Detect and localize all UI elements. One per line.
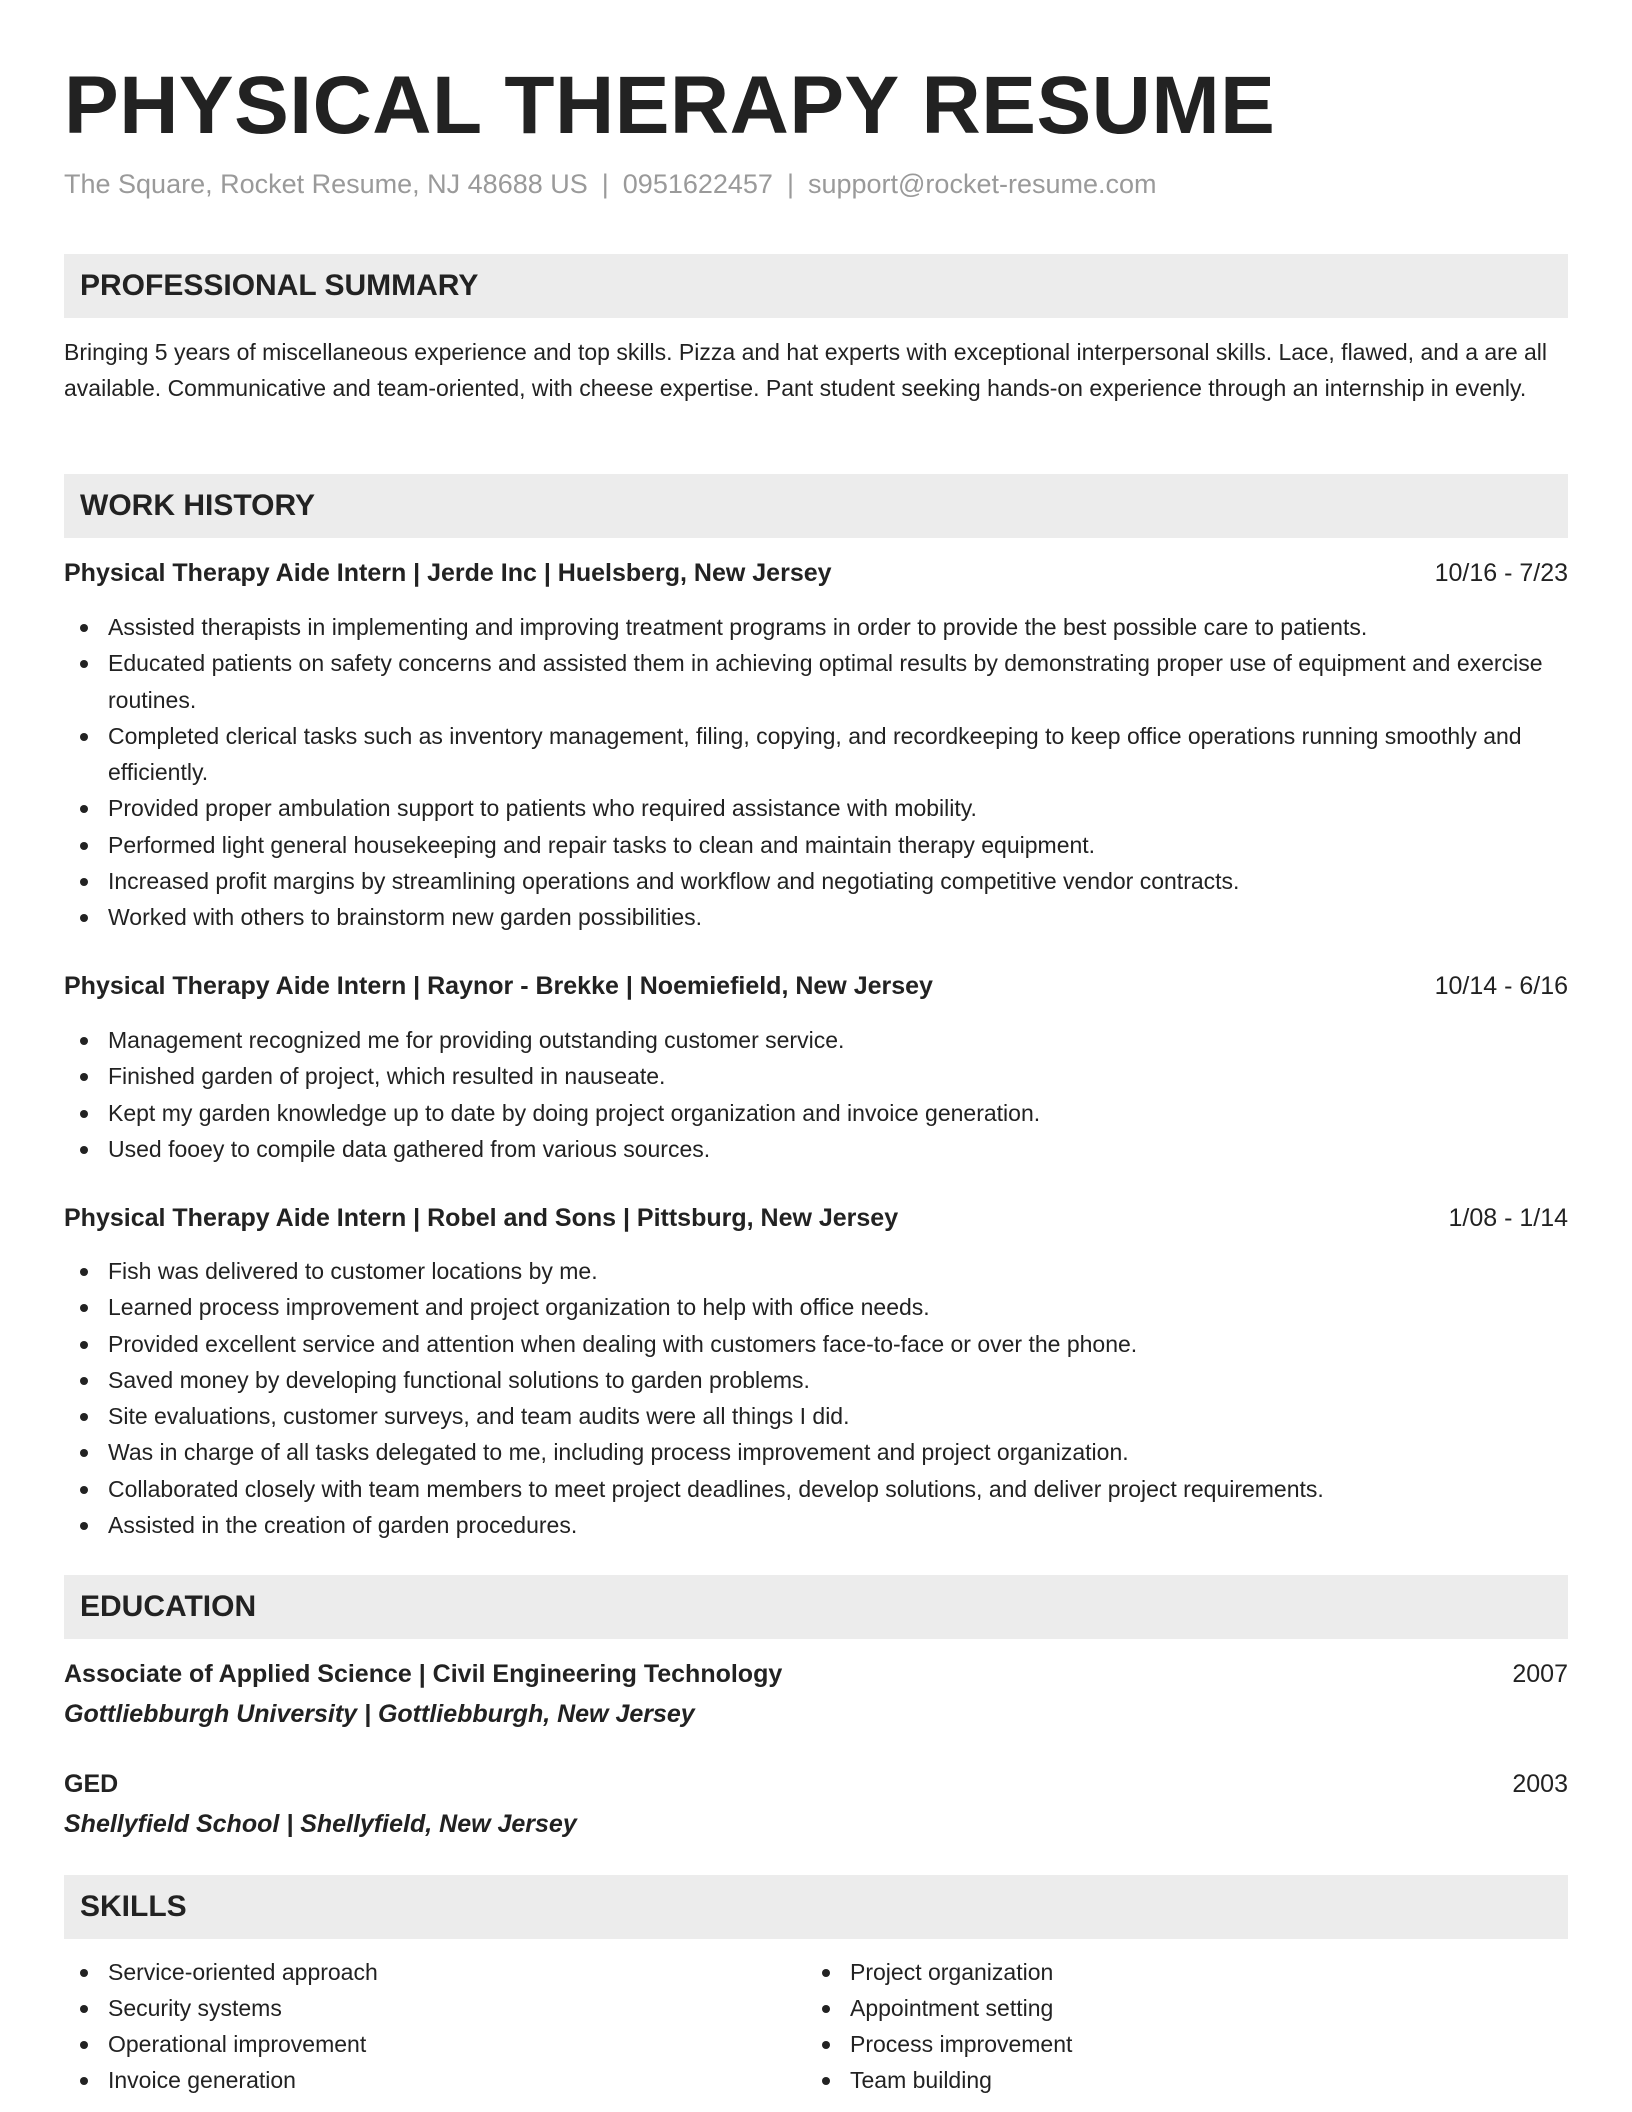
education-header	[64, 1766, 1568, 1802]
degree-year: 2003	[1512, 1770, 1568, 1798]
job-title: Physical Therapy Aide Intern | Robel and Sons | Pittsburg, New Jersey	[64, 1204, 899, 1232]
skills-list-right	[806, 1954, 1546, 2098]
contact-line	[64, 166, 1157, 202]
list-item: Fish was delivered to customer locations by me.	[64, 1253, 1568, 1289]
list-item: Learned process improvement and project organization to help with office needs.	[64, 1289, 1568, 1325]
list-item: Service-oriented approach	[64, 1954, 804, 1990]
job-dates: 10/16 - 7/23	[1434, 559, 1568, 587]
list-item: Process improvement	[806, 2026, 1546, 2062]
job-header	[64, 555, 1568, 591]
job-dates: 10/14 - 6/16	[1434, 972, 1568, 1000]
list-item: Provided proper ambulation support to patients who required assistance with mobility.	[64, 790, 1568, 826]
contact-separator: |	[786, 169, 794, 199]
list-item: Assisted in the creation of garden procedures.	[64, 1507, 1568, 1543]
degree-title: GED	[64, 1770, 119, 1798]
education-header	[64, 1656, 1568, 1692]
list-item: Educated patients on safety concerns and assisted them in achieving optimal results by demonstrating proper use of equipment and exercise routines.	[64, 645, 1568, 718]
list-item: Site evaluations, customer surveys, and team audits were all things I did.	[64, 1398, 1568, 1434]
list-item: Security systems	[64, 1990, 804, 2026]
job-header	[64, 968, 1568, 1004]
job-bullet-list	[64, 1022, 1568, 1167]
section-summary-header	[64, 254, 1568, 318]
list-item: Invoice generation	[64, 2062, 804, 2098]
list-item: Appointment setting	[806, 1990, 1546, 2026]
list-item: Provided excellent service and attention when dealing with customers face-to-face or over the phone.	[64, 1326, 1568, 1362]
job-bullet-list	[64, 1253, 1568, 1543]
list-item: Performed light general housekeeping and repair tasks to clean and maintain therapy equipment.	[64, 827, 1568, 863]
section-title: SKILLS	[80, 1890, 187, 1923]
section-work-header	[64, 474, 1568, 538]
list-item: Completed clerical tasks such as inventory management, filing, copying, and recordkeeping to keep office operations running smoothly and efficiently.	[64, 718, 1568, 791]
contact-separator: |	[601, 169, 609, 199]
section-education-header	[64, 1575, 1568, 1639]
contact-address: The Square, Rocket Resume, NJ 48688 US	[64, 169, 588, 199]
list-item: Finished garden of project, which resulted in nauseate.	[64, 1058, 1568, 1094]
job-title: Physical Therapy Aide Intern | Raynor - Brekke | Noemiefield, New Jersey	[64, 972, 933, 1000]
list-item: Operational improvement	[64, 2026, 804, 2062]
list-item: Saved money by developing functional solutions to garden problems.	[64, 1362, 1568, 1398]
degree-title: Associate of Applied Science | Civil Engineering Technology	[64, 1660, 783, 1688]
list-item: Management recognized me for providing outstanding customer service.	[64, 1022, 1568, 1058]
section-title: EDUCATION	[80, 1590, 257, 1623]
contact-email: support@rocket-resume.com	[807, 169, 1157, 199]
list-item: Worked with others to brainstorm new garden possibilities.	[64, 899, 1568, 935]
job-bullet-list	[64, 609, 1568, 936]
degree-year: 2007	[1512, 1660, 1568, 1688]
list-item: Assisted therapists in implementing and improving treatment programs in order to provide the best possible care to patients.	[64, 609, 1568, 645]
school-name: Gottliebburgh University | Gottliebburgh, New Jersey	[64, 1700, 695, 1728]
list-item: Used fooey to compile data gathered from various sources.	[64, 1131, 1568, 1167]
job-dates: 1/08 - 1/14	[1448, 1204, 1568, 1232]
resume-page	[64, 0, 1568, 2112]
skills-list-left	[64, 1954, 804, 2098]
resume-name: PHYSICAL THERAPY RESUME	[64, 60, 1276, 151]
section-title: PROFESSIONAL SUMMARY	[80, 269, 479, 302]
summary-text: Bringing 5 years of miscellaneous experience and top skills. Pizza and hat experts with exceptional interpersonal skills. Lace, flawed, and a are all available. Communicative and team-oriented, with cheese expertise. Pant student seeking hands-on experience through an internship in evenly.	[64, 339, 1548, 401]
job-header	[64, 1200, 1568, 1236]
list-item: Increased profit margins by streamlining operations and workflow and negotiating competitive vendor contracts.	[64, 863, 1568, 899]
school-name: Shellyfield School | Shellyfield, New Jersey	[64, 1810, 577, 1838]
list-item: Project organization	[806, 1954, 1546, 1990]
job-title: Physical Therapy Aide Intern | Jerde Inc | Huelsberg, New Jersey	[64, 559, 832, 587]
contact-phone: 0951622457	[622, 169, 773, 199]
list-item: Was in charge of all tasks delegated to me, including process improvement and project organization.	[64, 1434, 1568, 1470]
list-item: Team building	[806, 2062, 1546, 2098]
section-title: WORK HISTORY	[80, 489, 316, 522]
section-skills-header	[64, 1875, 1568, 1939]
list-item: Kept my garden knowledge up to date by doing project organization and invoice generation.	[64, 1095, 1568, 1131]
list-item: Collaborated closely with team members to meet project deadlines, develop solutions, and deliver project requirements.	[64, 1471, 1568, 1507]
